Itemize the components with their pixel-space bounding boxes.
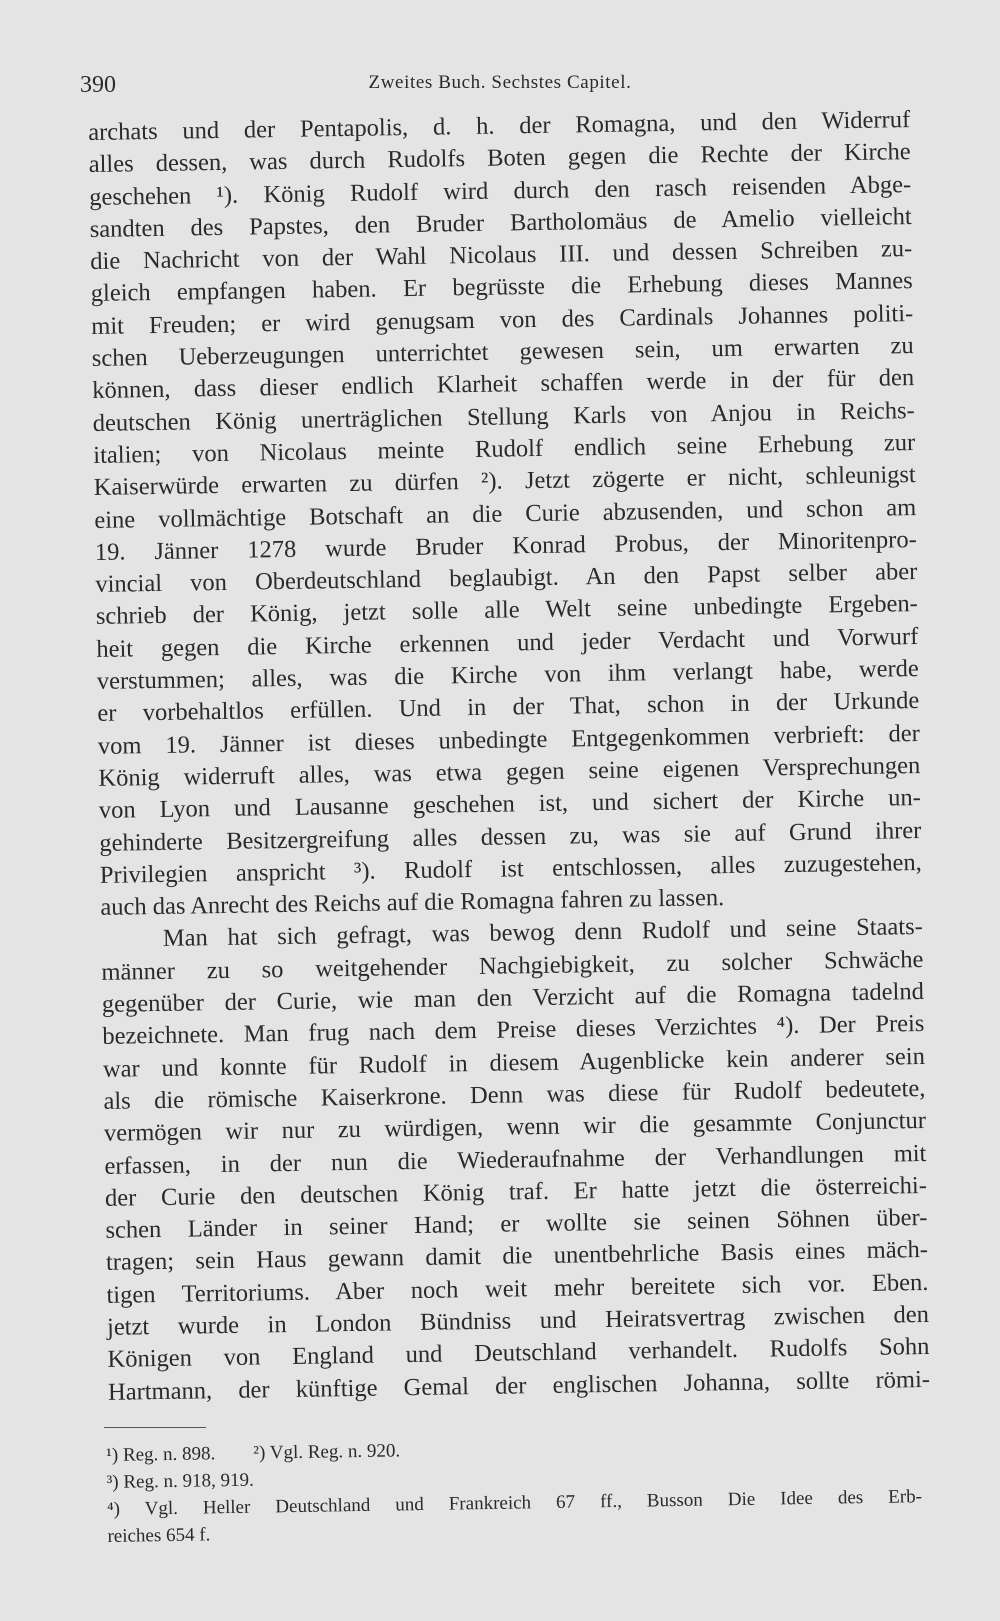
text-line: Privilegien anspricht ³). Rudolf ist entschlossen, alles zuzugestehen, (99, 848, 923, 889)
page-header (80, 72, 920, 106)
text-line: König widerruft alles, was etwa gegen seine eigenen Versprechungen (98, 751, 921, 792)
text-line: vom 19. Jänner ist dieses unbedingte Entgegenkommen verbrieft: der (97, 719, 920, 760)
text-line: alles dessen, was durch Rudolfs Boten gegen die Rechte der Kirche (88, 138, 911, 179)
text-line: männer zu so weitgehender Nachgiebigkeit, zu solcher Schwäche (101, 945, 924, 986)
text-line: tigen Territoriums. Aber noch weit mehr bereitete sich vor. Eben. (106, 1268, 929, 1309)
text-line: die Nachricht von der Wahl Nicolaus III. und dessen Schreiben zu- (90, 235, 913, 276)
text-line: gehinderte Besitzergreifung alles dessen zu, was sie auf Grund ihrer (99, 816, 922, 857)
text-line: Hartmann, der künftige Gemal der englischen Johanna, sollte römi- (107, 1365, 931, 1406)
text-line: sandten des Papstes, den Bruder Bartholomäus de Amelio vielleicht (89, 202, 912, 243)
text-line: erfassen, in der nun die Wiederaufnahme der Verhandlungen mit (104, 1139, 927, 1180)
text-line: der Curie den deutschen König traf. Er hatte jetzt die österreichi- (104, 1171, 928, 1212)
running-head: Zweites Buch. Sechstes Capitel. (368, 72, 632, 93)
text-line: deutschen König unerträglichen Stellung Karls von Anjou in Reichs- (92, 396, 915, 437)
text-line: er vorbehaltlos erfüllen. Und in der That, schon in der Urkunde (97, 687, 920, 728)
text-line: Man hat sich gefragt, was bewog denn Rudolf und seine Staats- (162, 913, 924, 953)
text-line: als die römische Kaiserkrone. Denn was diese für Rudolf bedeutete, (103, 1074, 926, 1115)
footnote-2: ²) Vgl. Reg. n. 920. (253, 1440, 401, 1464)
text-line: schen Länder in seiner Hand; er wollte sie seinen Söhnen über- (105, 1204, 928, 1244)
text-line: Königen von England und Deutschland verhandelt. Rudolfs Sohn (107, 1333, 930, 1374)
page-number: 390 (80, 72, 116, 98)
footnote-4: ⁴) Vgl. Heller Deutschland und Frankreich 67 ff., Busson Die Idee des Erb- (106, 1486, 923, 1520)
footnote-1: ¹) Reg. n. 898. (106, 1443, 216, 1466)
footnote-4-continuation: reiches 654 f. (107, 1524, 211, 1547)
text-line: Kaiserwürde erwarten zu dürfen ²). Jetzt zögerte er nicht, schleunigst (93, 461, 916, 502)
text-line: schrieb der König, jetzt solle alle Welt seine unbedingte Ergeben- (95, 590, 918, 631)
text-line: 19. Jänner 1278 wurde Bruder Konrad Probus, der Minoritenpro- (94, 525, 917, 566)
text-line: vermögen wir nur zu würdigen, wenn wir die gesammte Conjunctur (103, 1107, 927, 1148)
footnote-3: ³) Reg. n. 918, 919. (106, 1469, 254, 1493)
footnote-divider (104, 1427, 206, 1428)
text-line: auch das Anrecht des Reichs auf die Romagna fahren zu lassen. (100, 884, 725, 922)
text-line: war und konnte für Rudolf in diesem Augenblicke kein anderer sein (102, 1042, 926, 1083)
text-line: geschehen ¹). König Rudolf wird durch den rasch reisenden Abge- (89, 170, 912, 211)
text-line: schen Ueberzeugungen unterrichtet gewesen sein, um erwarten zu (91, 332, 914, 373)
text-line: archats und der Pentapolis, d. h. der Romagna, und den Widerruf (88, 106, 911, 146)
text-line: verstummen; alles, was die Kirche von ihm verlangt habe, werde (96, 655, 919, 695)
text-line: heit gegen die Kirche erkennen und jeder Verdacht und Vorwurf (96, 622, 919, 663)
text-line: gleich empfangen haben. Er begrüsste die Erhebung dieses Mannes (90, 267, 913, 308)
text-line: jetzt wurde in London Bündniss und Heiratsvertrag zwischen den (106, 1300, 930, 1341)
text-line: tragen; sein Haus gewann damit die unentbehrliche Basis eines mäch- (105, 1236, 929, 1277)
text-line: eine vollmächtige Botschaft an die Curie abzusenden, und schon am (94, 493, 917, 534)
text-line: italien; von Nicolaus meinte Rudolf endlich seine Erhebung zur (93, 429, 916, 469)
body-text (88, 104, 930, 1409)
text-line: bezeichnete. Man frug nach dem Preise dieses Verzichtes ⁴). Der Preis (102, 1010, 925, 1051)
text-line: mit Freuden; er wird genugsam von des Cardinals Johannes politi- (91, 299, 914, 340)
text-line: gegenüber der Curie, wie man den Verzicht auf die Romagna tadelnd (101, 977, 925, 1018)
text-line: von Lyon und Lausanne geschehen ist, und sichert der Kirche un- (98, 784, 922, 825)
footnotes (106, 1429, 923, 1550)
text-line: können, dass dieser endlich Klarheit schaffen werde in der für den (92, 364, 915, 405)
text-line: vincial von Oberdeutschland beglaubigt. An den Papst selber aber (95, 558, 918, 599)
